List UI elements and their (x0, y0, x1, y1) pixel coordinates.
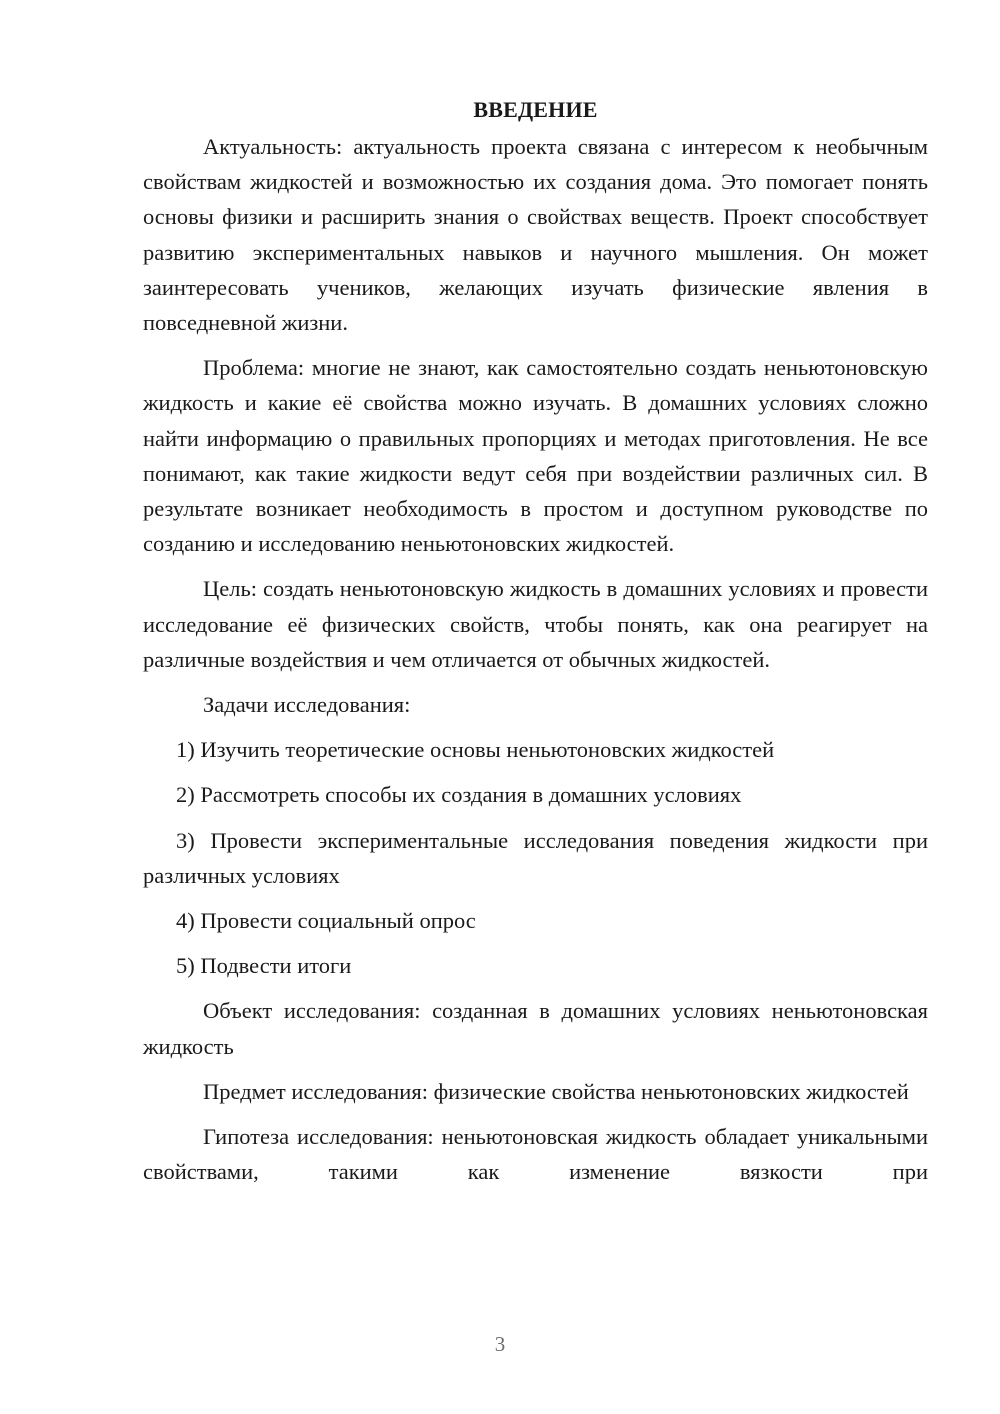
task-item-2: 2) Рассмотреть способы их создания в домашних условиях (176, 782, 742, 808)
tasks-title: Задачи исследования: (203, 692, 411, 718)
task-item-5: 5) Подвести итоги (176, 953, 352, 979)
task-item-1: 1) Изучить теоретические основы неньютоновских жидкостей (176, 737, 775, 763)
page-content (143, 92, 928, 1199)
task-item-3: 3) Провести экспериментальные исследования поведения жидкости при различных условиях (143, 827, 928, 888)
page-number: 3 (494, 1332, 506, 1356)
relevance-paragraph: Актуальность: актуальность проекта связана с интересом к необычным свойствам жидкостей и возможностью их создания дома. Это помогает понять основы физики и расширить знания о свойствах веществ. Проект способствует развитию экспериментальных навыков и научного мышления. Он может заинтересовать учеников, желающих изучать физические явления в повседневной жизни. (143, 134, 928, 336)
problem-paragraph: Проблема: многие не знают, как самостоятельно создать неньютоновскую жидкость и какие её свойства можно изучать. В домашних условиях сложно найти информацию о правильных пропорциях и методах приготовления. Не все понимают, как такие жидкости ведут себя при воздействии различных сил. В результате возникает необходимость в простом и доступном руководстве по созданию и исследованию неньютоновских жидкостей. (143, 355, 928, 557)
object-paragraph: Объект исследования: созданная в домашних условиях неньютоновская жидкость (143, 998, 928, 1059)
hypothesis-paragraph: Гипотеза исследования: неньютоновская жидкость обладает уникальными свойствами, такими как изменение вязкости при (143, 1124, 928, 1185)
section-heading: ВВЕДЕНИЕ (473, 97, 598, 122)
subject-paragraph: Предмет исследования: физические свойства неньютоновских жидкостей (203, 1078, 909, 1104)
task-item-4: 4) Провести социальный опрос (176, 908, 476, 934)
goal-paragraph: Цель: создать неньютоновскую жидкость в домашних условиях и провести исследование её физических свойств, чтобы понять, как она реагирует на различные воздействия и чем отличается от обычных жидкостей. (143, 576, 928, 672)
